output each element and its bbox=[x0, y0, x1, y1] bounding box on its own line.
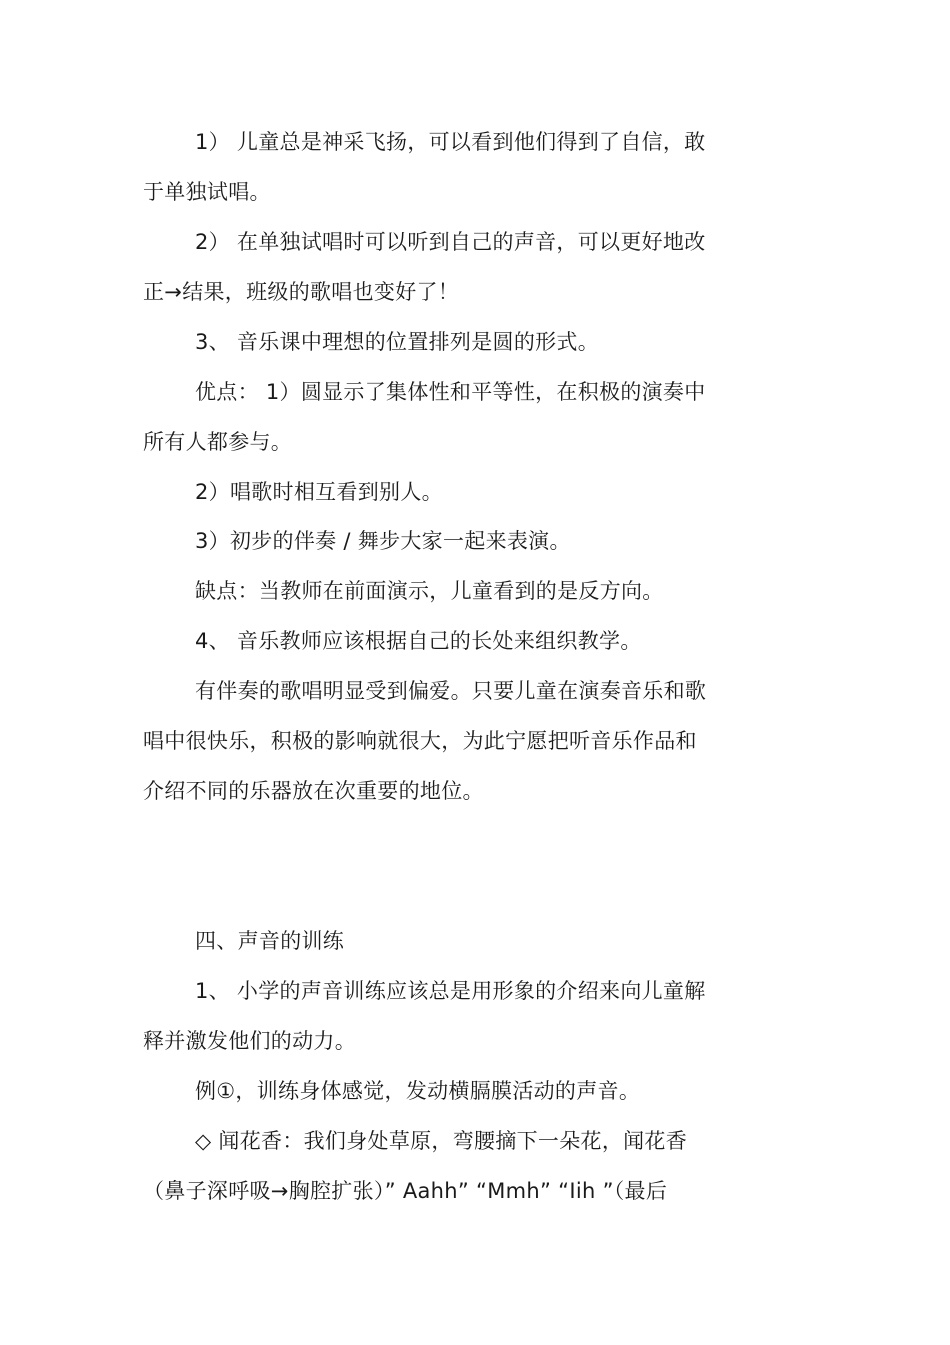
paragraph-line: 1） 儿童总是神采飞扬，可以看到他们得到了自信，敢 bbox=[195, 130, 706, 154]
paragraph-line: 3、 音乐课中理想的位置排列是圆的形式。 bbox=[195, 330, 600, 354]
paragraph-line: 1、 小学的声音训练应该总是用形象的介绍来向儿童解 bbox=[195, 979, 706, 1003]
paragraph-line: 唱中很快乐，积极的影响就很大，为此宁愿把听音乐作品和 bbox=[143, 729, 697, 753]
section-heading: 四、声音的训练 bbox=[195, 929, 345, 953]
paragraph-line: 2） 在单独试唱时可以听到自己的声音，可以更好地改 bbox=[195, 230, 706, 254]
paragraph-line: 所有人都参与。 bbox=[143, 430, 293, 454]
paragraph-line: 例①，训练身体感觉，发动横膈膜活动的声音。 bbox=[195, 1079, 641, 1103]
paragraph-line: 优点： 1）圆显示了集体性和平等性，在积极的演奏中 bbox=[195, 380, 706, 404]
paragraph-line: 缺点：当教师在前面演示，儿童看到的是反方向。 bbox=[195, 579, 664, 603]
paragraph-line: 3）初步的伴奏 / 舞步大家一起来表演。 bbox=[195, 529, 571, 553]
paragraph-line: 介绍不同的乐器放在次重要的地位。 bbox=[143, 779, 484, 803]
paragraph-line: 2）唱歌时相互看到别人。 bbox=[195, 480, 443, 504]
paragraph-line: 有伴奏的歌唱明显受到偏爱。只要儿童在演奏音乐和歌 bbox=[195, 679, 707, 703]
paragraph-line: 于单独试唱。 bbox=[143, 180, 271, 204]
paragraph-line: 4、 音乐教师应该根据自己的长处来组织教学。 bbox=[195, 629, 642, 653]
paragraph-line: 正→结果，班级的歌唱也变好了！ bbox=[143, 280, 460, 304]
paragraph-line: 释并激发他们的动力。 bbox=[143, 1029, 356, 1053]
paragraph-line: （鼻子深呼吸→胸腔扩张）” Aahh” “Mmh” “Iih ”（最后 bbox=[143, 1179, 668, 1203]
paragraph-line: ◇ 闻花香：我们身处草原，弯腰摘下一朵花，闻花香 bbox=[195, 1129, 688, 1153]
